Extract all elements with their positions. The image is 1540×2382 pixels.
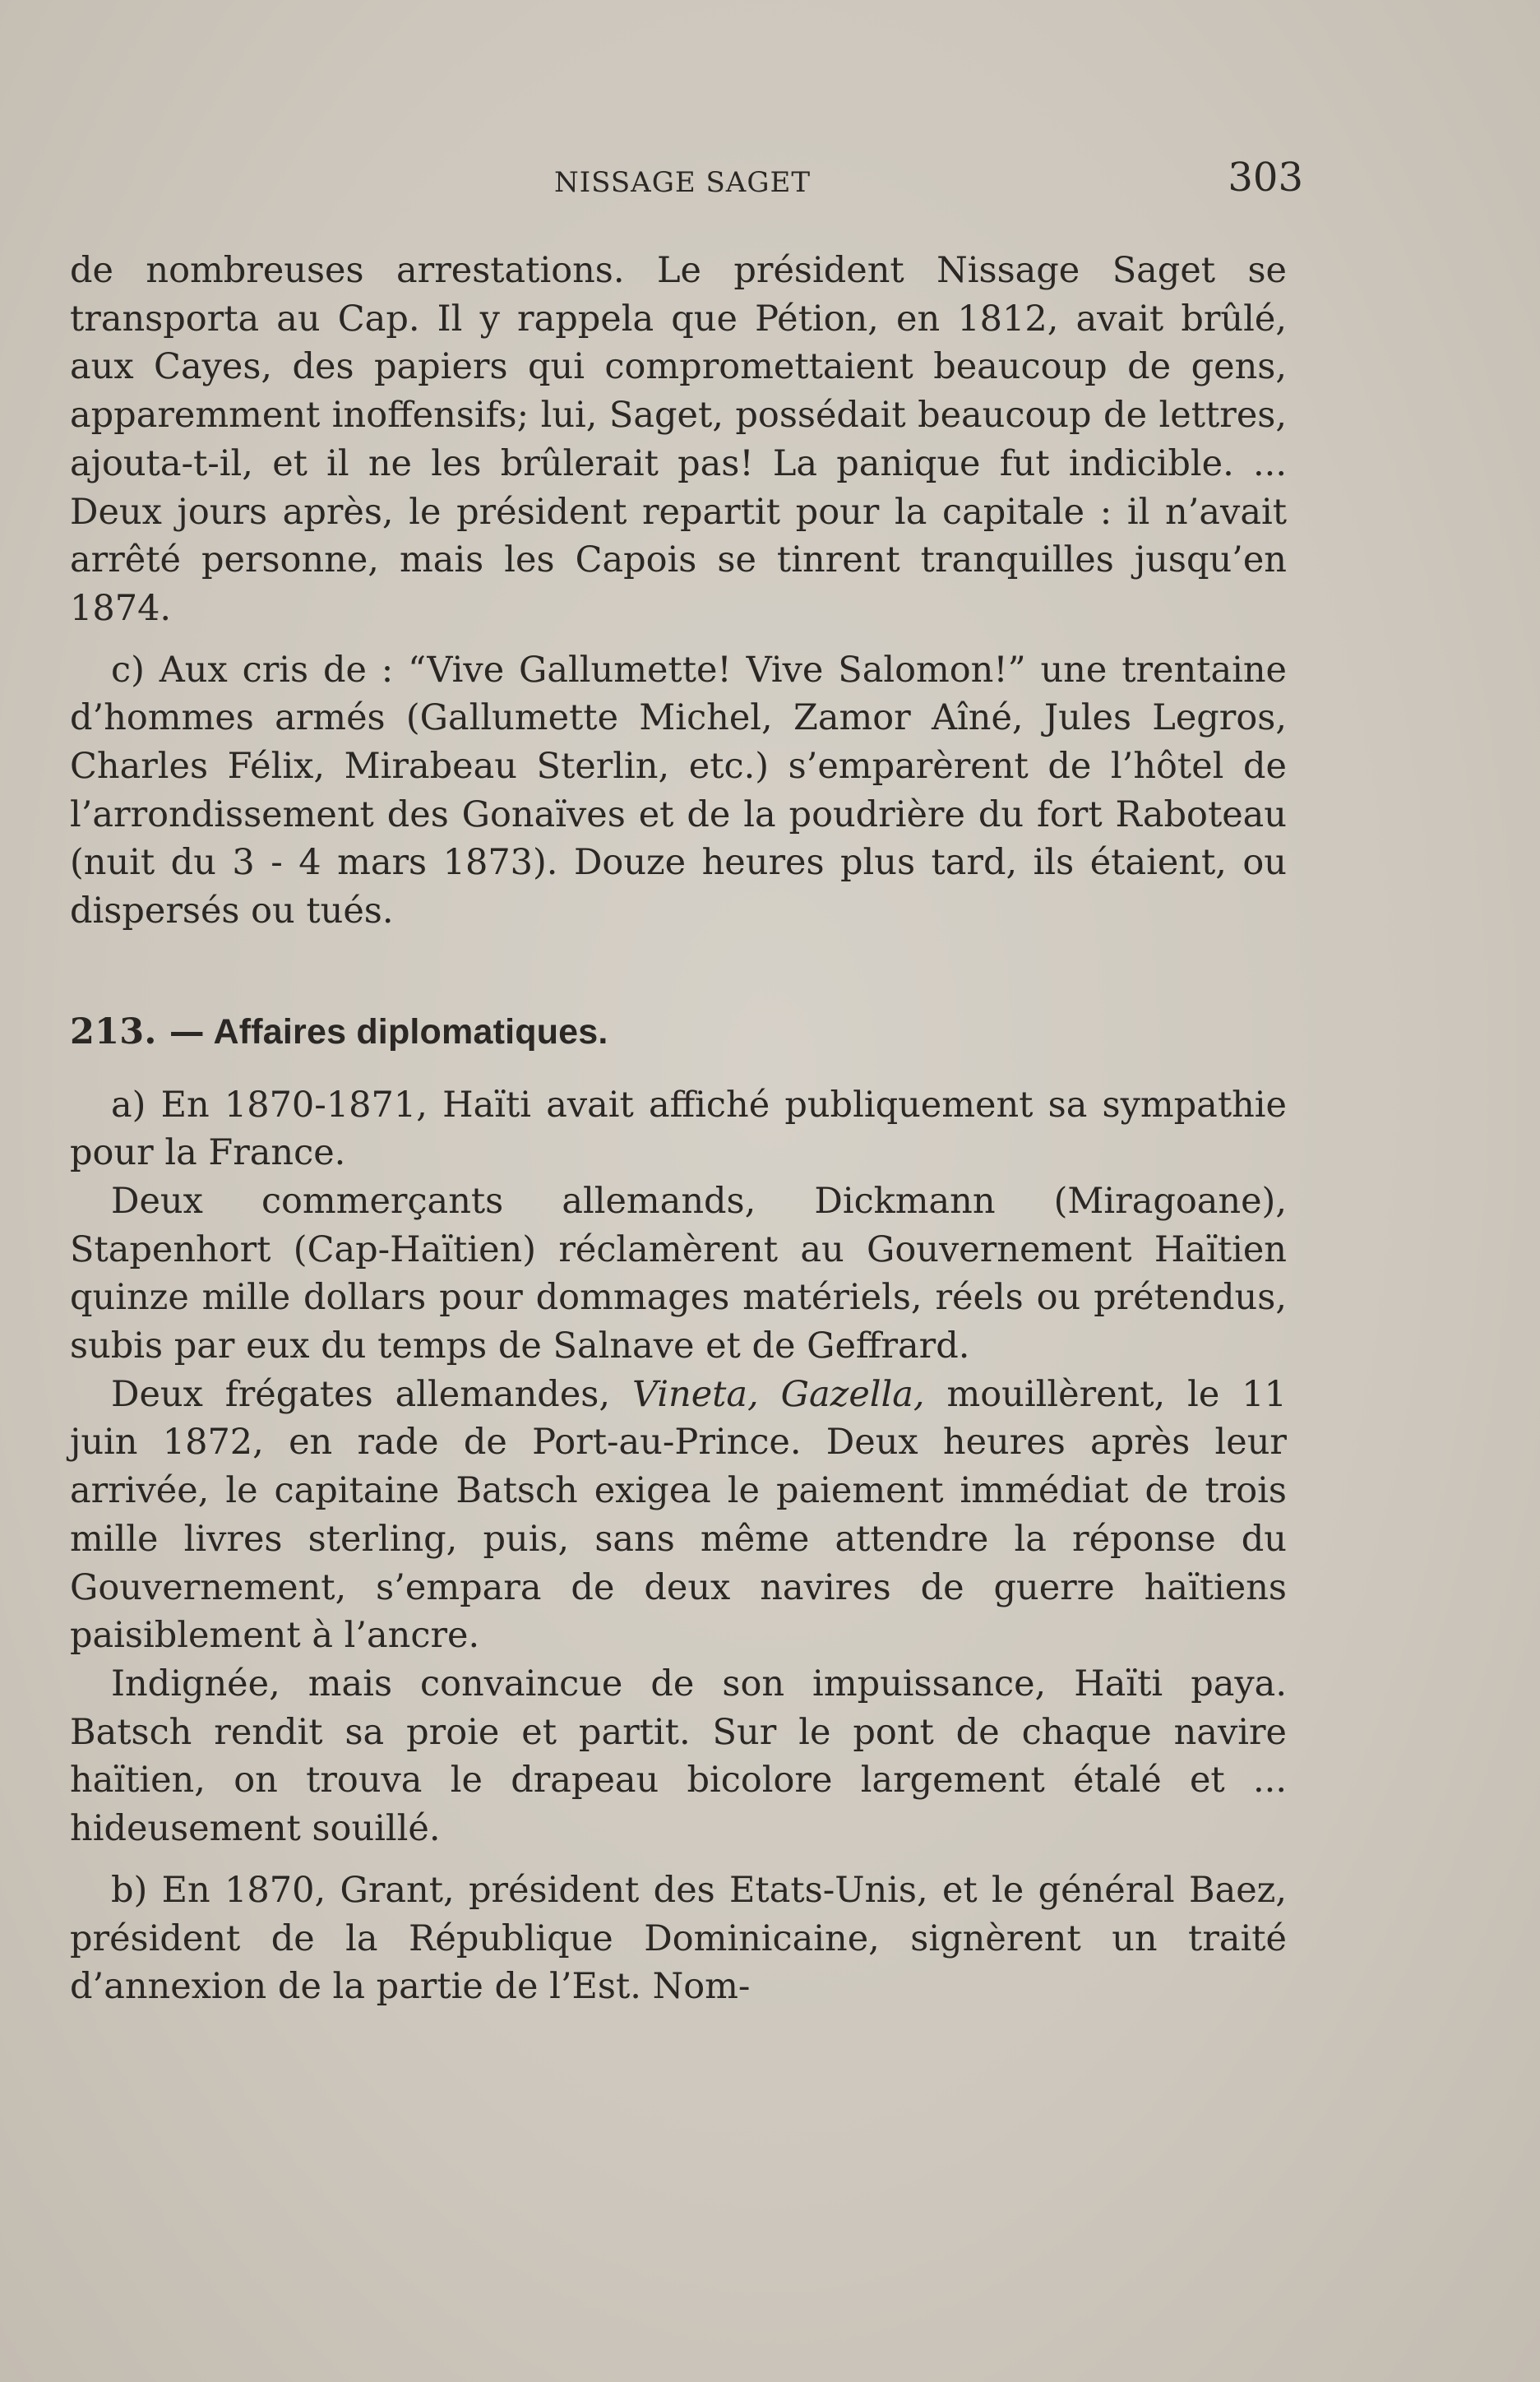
paragraph-gallumette: c) Aux cris de : “Vive Gallumette! Vive Salomon!” une trentaine d’hommes armés (Gallumette Michel, Zamor Aîné, Jules Legros, Charles Félix, Mirabeau Sterlin, etc.) s’emparèrent de l’hôtel de l’arrondissement des Gonaïves et de la poudrière du fort Raboteau (nuit du 3 - 4 mars 1873). Douze heures plus tard, ils étaient, ou dispersés ou tués.: [70, 649, 1287, 932]
paragraph-german-frigates: [70, 1371, 1287, 1660]
running-head: [70, 155, 1303, 204]
paragraph-sympathy-france: a) En 1870-1871, Haïti avait affiché publiquement sa sympathie pour la France.: [70, 1084, 1287, 1174]
frigates-text-before: Deux frégates allemandes,: [111, 1373, 611, 1415]
section-number: 213. —: [70, 1011, 205, 1052]
paragraph-haiti-paid: Indignée, mais convaincue de son impuissance, Haïti paya. Batsch rendit sa proie et partit. Sur le pont de chaque navire haïtien, on trouva le drapeau bicolore largement étalé et ... hideusement souillé.: [70, 1663, 1287, 1850]
running-title: NISSAGE SAGET: [553, 166, 811, 199]
body-text: [70, 247, 1287, 2011]
paragraph-annexion-treaty: b) En 1870, Grant, président des Etats-Unis, et le général Baez, président de la République Dominicaine, signèrent un traité d’annexion de la partie de l’Est. Nom-: [70, 1869, 1287, 2008]
paragraph-arrests: de nombreuses arrestations. Le président Nissage Saget se transporta au Cap. Il y rappela que Pétion, en 1812, avait brûlé, aux Cayes, des papiers qui compromettaient beaucoup de gens, apparemment inoffensifs; lui, Saget, possédait beaucoup de lettres, ajouta-t-il, et il ne les brûlerait pas! La panique fut indicible. ... Deux jours après, le président repartit pour la capitale : il n’avait arrêté personne, mais les Capois se tinrent tranquilles jusqu’en 1874.: [70, 250, 1287, 629]
ship-name-gazella: Gazella,: [780, 1373, 925, 1415]
section-heading: [70, 1008, 1287, 1057]
page-number: 303: [1228, 155, 1303, 201]
section-title: Affaires diplomatiques.: [213, 1011, 608, 1052]
ship-name-vineta: Vineta,: [631, 1373, 759, 1415]
frigates-text-after: mouillèrent, le 11 juin 1872, en rade de Port-au-Prince. Deux heures après leur arrivée, le capitaine Batsch exigea le paiement immédiat de trois mille livres sterling, puis, sans même attendre la réponse du Gouvernement, s’empara de deux navires de guerre haïtiens paisiblement à l’ancre.: [70, 1373, 1288, 1657]
paragraph-german-merchants: Deux commerçants allemands, Dickmann (Miragoane), Stapenhort (Cap-Haïtien) réclamèrent au Gouvernement Haïtien quinze mille dollars pour dommages matériels, réels ou prétendus, subis par eux du temps de Salnave et de Geffrard.: [70, 1180, 1287, 1367]
